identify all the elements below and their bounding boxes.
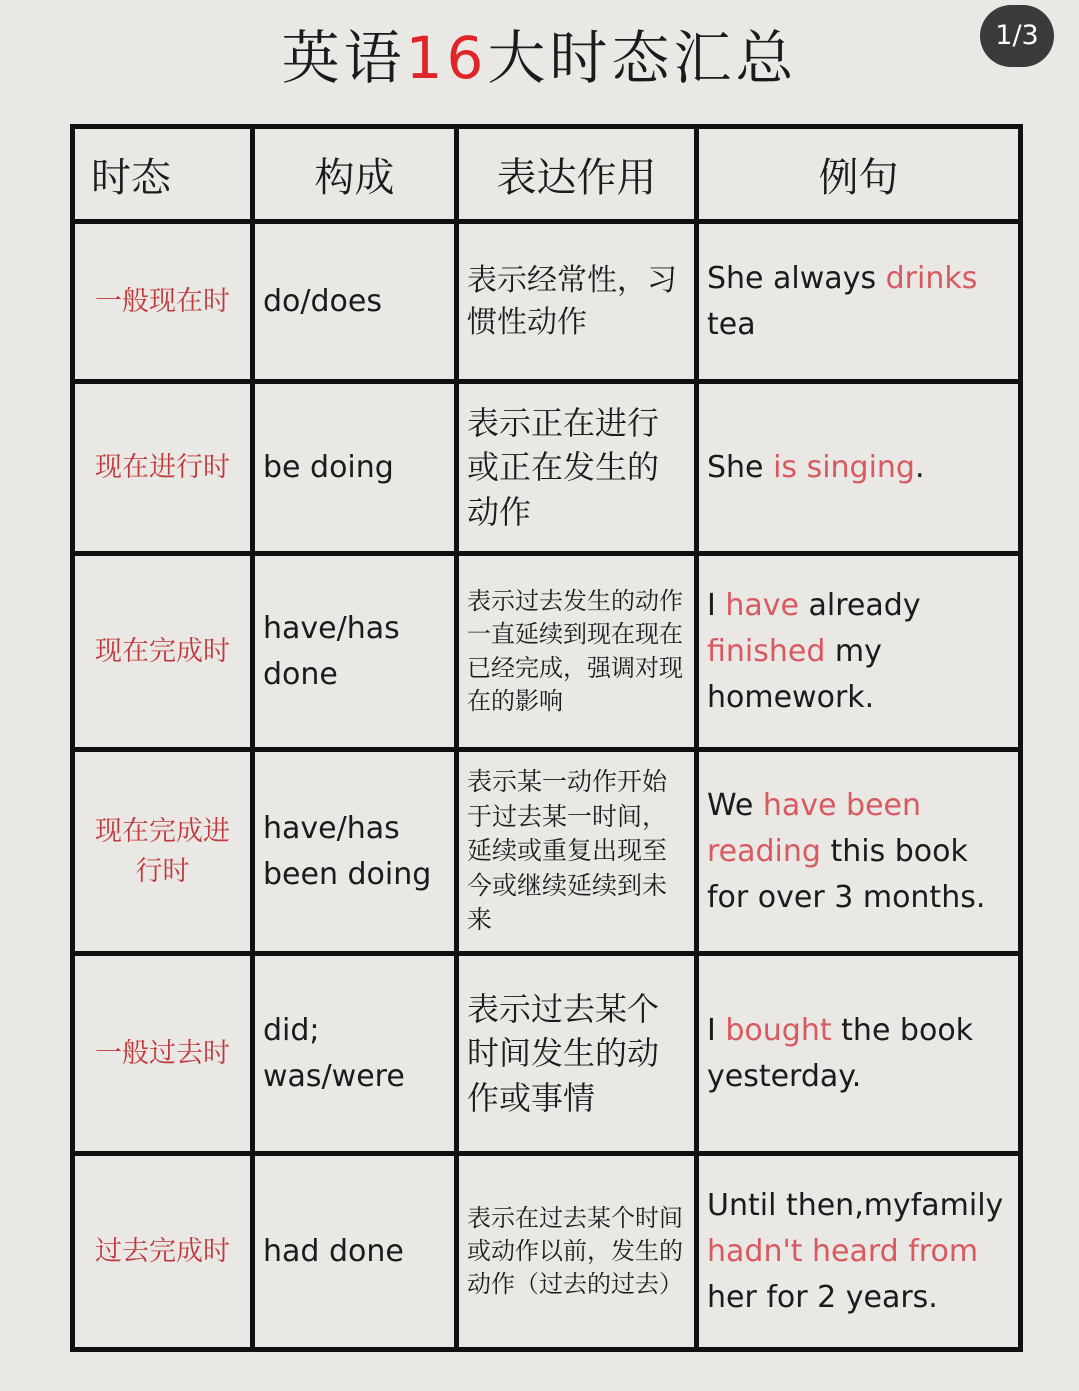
example-sentence-cell [697,954,1021,1154]
highlighted-verb: is singing [773,449,915,485]
tense-form-cell: be doing [253,382,457,554]
highlighted-verb: drinks [885,260,978,296]
tense-function-cell: 表示经常性，习惯性动作 [457,222,697,382]
title-suffix: 大时态汇总 [487,24,798,92]
tense-function-cell: 表示过去某个时间发生的动作或事情 [457,954,697,1154]
tense-table [70,124,1023,1352]
title-number: 16 [405,24,488,92]
header-example: 例句 [697,127,1021,222]
header-function: 表达作用 [457,127,697,222]
example-sentence-cell [697,554,1021,750]
sentence-text: We [707,787,763,823]
table-row [73,554,1021,750]
highlighted-verb: bought [725,1012,832,1048]
header-tense: 时态 [73,127,253,222]
sentence-text: the book yesterday. [707,1012,974,1094]
tense-function-cell: 表示某一动作开始于过去某一时间，延续或重复出现至今或继续延续到未来 [457,750,697,954]
table-row [73,382,1021,554]
highlighted-verb: finished [707,633,826,669]
tense-name-cell: 现在完成时 [73,554,253,750]
sentence-text: . [914,449,925,485]
sentence-text: this book for over 3 months. [707,833,986,915]
title-prefix: 英语 [281,24,406,92]
example-sentence-cell [697,1154,1021,1350]
highlighted-verb: have [725,587,799,623]
highlighted-verb: hadn't heard from [707,1233,979,1269]
tense-name-cell: 一般过去时 [73,954,253,1154]
sentence-text: Until then,myfamily [707,1187,1004,1223]
example-sentence-cell [697,382,1021,554]
page-title [0,22,1079,94]
tense-name-cell: 现在进行时 [73,382,253,554]
table-row [73,750,1021,954]
table-row [73,1154,1021,1350]
table-header-row [73,127,1021,222]
sentence-text: tea [707,306,756,342]
tense-form-cell: do/does [253,222,457,382]
sentence-text: She always [707,260,886,296]
tense-function-cell: 表示过去发生的动作一直延续到现在现在已经完成，强调对现在的影响 [457,554,697,750]
tense-function-cell: 表示在过去某个时间或动作以前，发生的动作（过去的过去） [457,1154,697,1350]
tense-name-cell: 一般现在时 [73,222,253,382]
tense-name-cell: 现在完成进行时 [73,750,253,954]
tense-form-cell: did; was/were [253,954,457,1154]
example-sentence-cell [697,750,1021,954]
table-row [73,222,1021,382]
header-form: 构成 [253,127,457,222]
tense-form-cell: had done [253,1154,457,1350]
tense-name-cell: 过去完成时 [73,1154,253,1350]
sentence-text: I [707,587,726,623]
table-row [73,954,1021,1154]
sentence-text: She [707,449,774,485]
tense-form-cell: have/has been doing [253,750,457,954]
tense-form-cell: have/has done [253,554,457,750]
sentence-text: I [707,1012,726,1048]
sentence-text: my homework. [707,633,882,715]
sentence-text: her for 2 years. [707,1279,938,1315]
tense-function-cell: 表示正在进行或正在发生的动作 [457,382,697,554]
example-sentence-cell [697,222,1021,382]
page-indicator-badge[interactable]: 1/3 [980,5,1054,67]
highlighted-verb: have been reading [707,787,922,869]
sentence-text: already [799,587,921,623]
